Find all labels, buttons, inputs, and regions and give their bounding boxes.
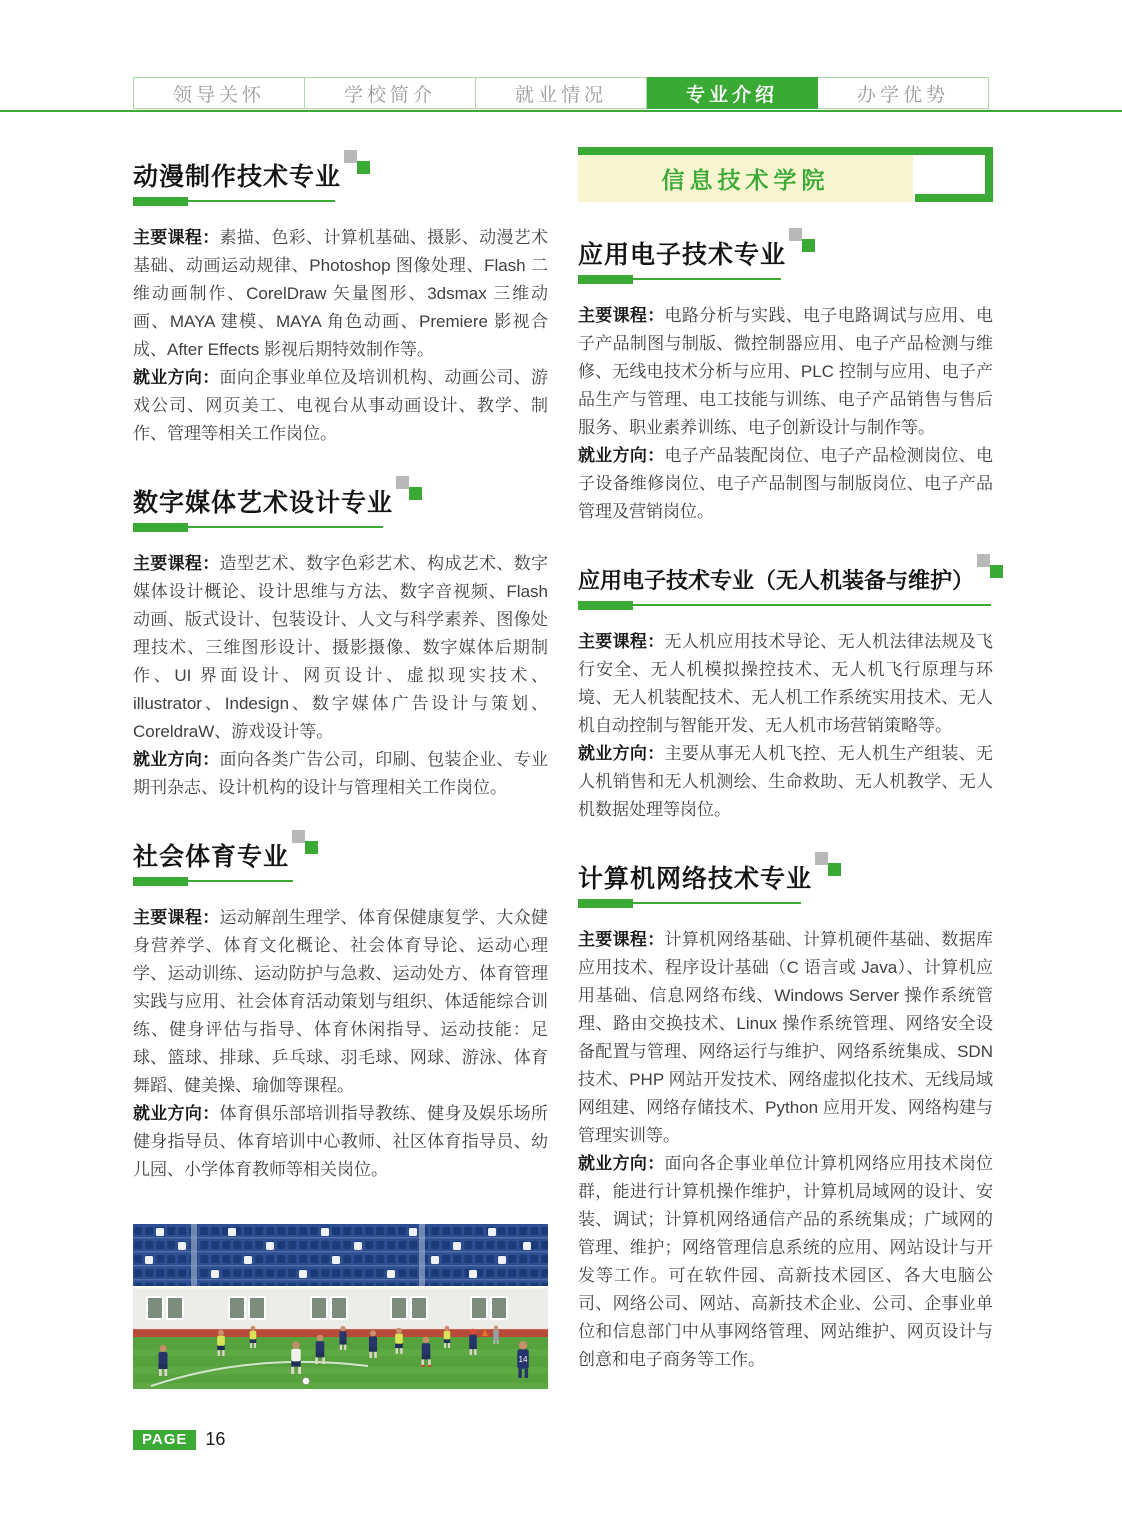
banner-frame-top	[578, 147, 993, 155]
section-body	[133, 904, 548, 1184]
courses-paragraph	[133, 224, 548, 364]
section-title-row	[578, 864, 993, 894]
section-title-row	[578, 566, 993, 596]
nav-tab-advantages[interactable]: 办学优势	[818, 77, 989, 109]
title-underline	[133, 197, 335, 206]
right-column	[578, 147, 993, 1414]
courses-label: 主要课程：	[133, 554, 220, 573]
courses-label: 主要课程：	[578, 306, 665, 325]
title-decor-squares-icon	[789, 228, 816, 254]
soccer-photo-illustration	[133, 1224, 548, 1389]
section-title: 动漫制作技术专业	[133, 163, 342, 191]
section-title-row	[133, 488, 548, 518]
jobs-text: 体育俱乐部培训指导教练、健身及娱乐场所健身指导员、体育培训中心教师、社区体育指导员、幼儿园、小学体育教师等相关岗位。	[133, 1104, 549, 1179]
section-body	[578, 628, 993, 824]
section-title: 社会体育专业	[133, 843, 290, 871]
title-decor-squares-icon	[344, 150, 371, 176]
page-footer	[133, 1429, 225, 1450]
nav-underline	[0, 110, 1122, 112]
courses-text: 计算机网络基础、计算机硬件基础、数据库应用技术、程序设计基础（C 语言或 Java）、计算机应用基础、信息网络布线、Windows Server 操作系统管理、路由交换技术、Linux 操作系统管理、网络安全设备配置与管理、网络运行与维护、网络系统集成、SDN 技术、PHP 网站开发技术、网络虚拟化技术、无线局域网组建、网络存储技术、Python 应用开发、网络构建与管理实训等。	[578, 930, 994, 1145]
courses-paragraph	[578, 926, 993, 1150]
courses-label: 主要课程：	[578, 632, 665, 651]
section-applied-electronics	[578, 240, 993, 526]
jobs-paragraph	[133, 364, 548, 448]
section-title: 计算机网络技术专业	[578, 865, 813, 893]
jobs-label: 就业方向：	[133, 368, 220, 387]
jobs-label: 就业方向：	[133, 1104, 220, 1123]
jobs-label: 就业方向：	[578, 446, 665, 465]
section-body	[133, 550, 548, 802]
jobs-label: 就业方向：	[578, 744, 665, 763]
section-title: 数字媒体艺术设计专业	[133, 489, 394, 517]
courses-text: 素描、色彩、计算机基础、摄影、动漫艺术基础、动画运动规律、Photoshop 图像处理、Flash 二维动画制作、CorelDraw 矢量图形、3dsmax 三维动画、MAYA 建模、MAYA 角色动画、Premiere 影视合成、After Effects 影视后期特效制作等。	[133, 228, 549, 359]
top-nav	[133, 77, 989, 109]
title-decor-squares-icon	[292, 830, 319, 856]
courses-paragraph	[578, 302, 993, 442]
section-social-sports	[133, 842, 548, 1184]
jobs-text: 面向各类广告公司，印刷、包装企业、专业期刊杂志、设计机构的设计与管理相关工作岗位。	[133, 750, 549, 797]
title-underline	[133, 523, 383, 532]
courses-label: 主要课程：	[133, 228, 220, 247]
jobs-paragraph	[133, 746, 548, 802]
courses-label: 主要课程：	[578, 930, 665, 949]
section-computer-network	[578, 864, 993, 1374]
nav-tab-majors-active[interactable]: 专业介绍	[647, 77, 818, 109]
svg-text:14: 14	[518, 1354, 528, 1364]
section-anime-production	[133, 162, 548, 448]
section-title: 应用电子技术专业	[578, 241, 787, 269]
title-underline	[578, 275, 781, 284]
courses-paragraph	[578, 628, 993, 740]
section-title: 应用电子技术专业（无人机装备与维护）	[578, 568, 975, 593]
title-underline	[578, 899, 801, 908]
jobs-paragraph	[578, 442, 993, 526]
courses-paragraph	[133, 904, 548, 1100]
page-badge: PAGE	[133, 1430, 196, 1450]
jobs-text: 主要从事无人机飞控、无人机生产组装、无人机销售和无人机测绘、生命救助、无人机教学、无人机数据处理等岗位。	[578, 744, 994, 819]
jobs-text: 面向各企事业单位计算机网络应用技术岗位群，能进行计算机操作维护，计算机局域网的设计、安装、调试；计算机网络通信产品的系统集成；广域网的管理、维护；网络管理信息系统的应用、网站设计与开发等工作。可在软件园、高新技术园区、各大电脑公司、网络公司、网站、高新技术企业、公司、企事业单位和信息部门中从事网络管理、网站维护、网页设计与创意和电子商务等工作。	[578, 1154, 994, 1369]
jobs-text: 电子产品装配岗位、电子产品检测岗位、电子设备维修岗位、电子产品制图与制版岗位、电子产品管理及营销岗位。	[578, 446, 994, 521]
college-banner	[578, 147, 993, 202]
photo-soccer-field	[133, 1224, 548, 1389]
title-decor-squares-icon	[977, 554, 1004, 580]
nav-tab-employment[interactable]: 就业情况	[476, 77, 647, 109]
courses-text: 电路分析与实践、电子电路调试与应用、电子产品制图与制版、微控制器应用、电子产品检测与维修、无线电技术分析与应用、PLC 控制与应用、电子产品生产与管理、电工技能与训练、电子产品销售与售后服务、职业素养训练、电子创新设计与制作等。	[578, 306, 994, 437]
title-underline	[133, 877, 293, 886]
courses-text: 无人机应用技术导论、无人机法律法规及飞行安全、无人机模拟操控技术、无人机飞行原理与环境、无人机装配技术、无人机工作系统实用技术、无人机自动控制与智能开发、无人机市场营销策略等。	[578, 632, 994, 735]
section-digital-media-art	[133, 488, 548, 802]
section-applied-electronics-uav	[578, 566, 993, 824]
jobs-text: 面向企事业单位及培训机构、动画公司、游戏公司、网页美工、电视台从事动画设计、教学、制作、管理等相关工作岗位。	[133, 368, 549, 443]
courses-text: 运动解剖生理学、体育保健康复学、大众健身营养学、体育文化概论、社会体育导论、运动心理学、运动训练、运动防护与急救、运动处方、体育管理实践与应用、社会体育活动策划与组织、体适能综合训练、健身评估与指导、体育休闲指导、运动技能：足球、篮球、排球、乒乓球、羽毛球、网球、游泳、体育舞蹈、健美操、瑜伽等课程。	[133, 908, 549, 1095]
courses-label: 主要课程：	[133, 908, 220, 927]
courses-paragraph	[133, 550, 548, 746]
jobs-paragraph	[578, 1150, 993, 1374]
section-body	[578, 926, 993, 1374]
jobs-label: 就业方向：	[578, 1154, 665, 1173]
page-number: 16	[205, 1429, 226, 1449]
jobs-paragraph	[133, 1100, 548, 1184]
jobs-paragraph	[578, 740, 993, 824]
banner-panel	[578, 155, 913, 202]
section-title-row	[133, 162, 548, 192]
title-decor-squares-icon	[815, 852, 842, 878]
jobs-label: 就业方向：	[133, 750, 220, 769]
section-body	[578, 302, 993, 526]
college-banner-title: 信息技术学院	[661, 167, 830, 193]
section-title-row	[133, 842, 548, 872]
banner-frame-step	[915, 194, 993, 202]
nav-tab-leadership[interactable]: 领导关怀	[133, 77, 305, 109]
section-title-row	[578, 240, 993, 270]
section-body	[133, 224, 548, 448]
title-underline	[578, 601, 991, 610]
nav-tab-school-intro[interactable]: 学校简介	[305, 77, 476, 109]
courses-text: 造型艺术、数字色彩艺术、构成艺术、数字媒体设计概论、设计思维与方法、数字音视频、Flash 动画、版式设计、包装设计、人文与科学素养、图像处理技术、三维图形设计、摄影摄像、数字媒体后期制作、UI 界面设计、网页设计、虚拟现实技术、illustrator、Indesign、数字媒体广告设计与策划、CoreldraW、游戏设计等。	[133, 554, 549, 741]
left-column	[133, 162, 548, 1389]
title-decor-squares-icon	[396, 476, 423, 502]
